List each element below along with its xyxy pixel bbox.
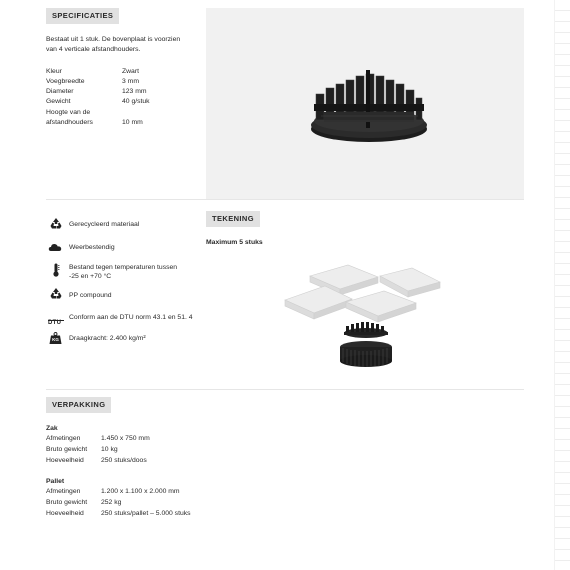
feature-text-recycled: Gerecycleerd materiaal — [69, 221, 140, 228]
tekening-heading: TEKENING — [206, 211, 260, 227]
tile-assembly-drawing — [280, 258, 450, 378]
pallet-value: 252 kg — [101, 499, 122, 506]
zak-title: Zak — [46, 425, 58, 432]
spec-value: 10 mm — [122, 119, 143, 126]
spec-value: 3 mm — [122, 78, 139, 85]
zak-row-gewicht — [46, 445, 118, 455]
feature-text-pp-compound: PP compound — [69, 292, 112, 299]
zak-label: Afmetingen — [46, 435, 81, 442]
verpakking-heading: VERPAKKING — [46, 397, 111, 413]
thermometer-icon — [49, 263, 63, 277]
feature-text-temperature: Bestand tegen temperaturen tussen — [69, 264, 178, 271]
feature-text-temperature-range: -25 en +70 °C — [69, 273, 112, 280]
pallet-title: Pallet — [46, 478, 65, 485]
product-photo — [206, 8, 524, 199]
pallet-label: Afmetingen — [46, 488, 81, 495]
dtu-icon — [48, 311, 64, 326]
spec-row-hoogte — [46, 108, 143, 128]
feature-text-dtu: Conform aan de DTU norm 43.1 en 51. 4 — [69, 314, 193, 321]
specificaties-intro-line1: Bestaat uit 1 stuk. De bovenplaat is voorzien — [46, 36, 181, 43]
spec-label: Voegbreedte — [46, 78, 85, 85]
spec-row-gewicht — [46, 97, 150, 107]
spec-row-voegbreedte — [46, 77, 139, 87]
pallet-value: 250 stuks/pallet – 5.000 stuks — [101, 510, 191, 517]
pallet-row-afmetingen — [46, 487, 180, 497]
feature-text-load: Draagkracht: 2.400 kg/m² — [69, 335, 146, 342]
section-divider — [46, 389, 524, 390]
spec-value: 123 mm — [122, 88, 147, 95]
spacer-pedestal-image — [206, 8, 524, 199]
spec-label: Hoogte van de afstandhouders — [46, 109, 93, 126]
pallet-row-hoeveelheid — [46, 509, 191, 519]
pallet-label: Bruto gewicht — [46, 499, 88, 506]
pallet-label: Hoeveelheid — [46, 510, 84, 517]
specificaties-heading: SPECIFICATIES — [46, 8, 119, 24]
zak-label: Bruto gewicht — [46, 446, 88, 453]
zak-value: 1.450 x 750 mm — [101, 435, 150, 442]
zak-row-afmetingen — [46, 434, 150, 444]
recycle-icon — [49, 217, 63, 231]
pallet-row-gewicht — [46, 498, 121, 508]
specificaties-intro-line2: van 4 verticale afstandhouders. — [46, 46, 141, 53]
spec-label: Gewicht — [46, 98, 71, 105]
pallet-value: 1.200 x 1.100 x 2.000 mm — [101, 488, 180, 495]
spec-row-diameter — [46, 87, 147, 97]
spec-value: Zwart — [122, 68, 139, 75]
spec-label: Diameter — [46, 88, 74, 95]
dtu-icon-label: DTU — [48, 320, 62, 326]
spec-row-kleur — [46, 67, 139, 77]
recycle-icon — [49, 287, 63, 301]
weight-icon — [49, 332, 62, 344]
section-divider — [46, 199, 524, 200]
tekening-subtitle: Maximum 5 stuks — [206, 239, 263, 246]
spec-label: Kleur — [46, 68, 62, 75]
zak-value: 250 stuks/doos — [101, 457, 147, 464]
page-edge-ruler — [554, 0, 570, 570]
zak-label: Hoeveelheid — [46, 457, 84, 464]
zak-row-hoeveelheid — [46, 456, 147, 466]
cloud-icon — [48, 240, 62, 254]
spec-value: 40 g/stuk — [122, 98, 150, 105]
zak-value: 10 kg — [101, 446, 118, 453]
feature-text-weather: Weerbestendig — [69, 244, 115, 251]
weight-icon-label: KG — [52, 336, 59, 342]
